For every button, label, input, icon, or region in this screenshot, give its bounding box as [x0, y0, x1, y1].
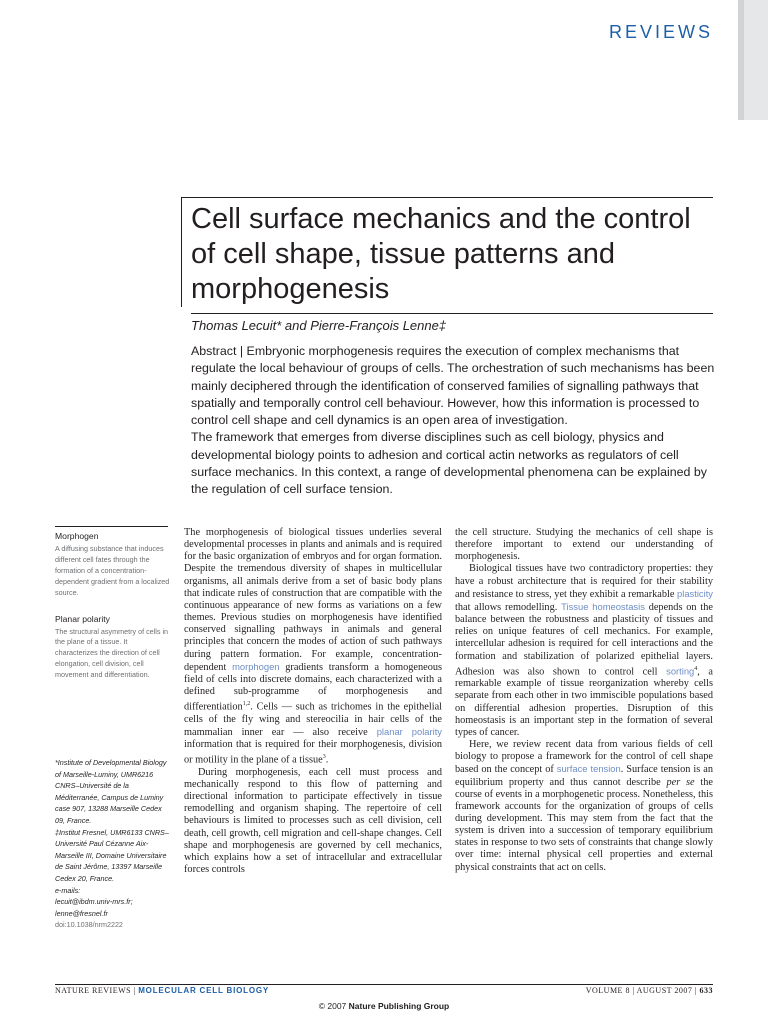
abstract-paragraph: The framework that emerges from diverse disciplines such as cell biology, physics and developmental biology points to adhesion and cortical actin networks as regulators of cell surface mechanics. In this context, a range of developmental phenomena can be explained by the regulation of cell surface tension.: [191, 430, 707, 497]
glossary-link-sorting[interactable]: sorting: [666, 665, 695, 677]
doi: doi:10.1038/nrm2222: [55, 920, 123, 930]
body-text: depends on the balance between the robustness and plasticity of tissues and relies on unique features of cell mechanics. For example, intercellular adhesion is required for cell interactions and the formation and stabilization of polarized epithelial layers. Adhesion was also shown to control cell: [455, 601, 713, 678]
body-text: The morphogenesis of biological tissues underlies several developmental processes in plants and animals and is required for the basic organization of embryos and for organ formation. Despite the tremendous diversity of shapes in multicellular organisms, all animals derive from a set of basic body plans that indicate rules of construction that are compatible with the continuous appearance of new forms as variations on a few themes. Previous studies on morphogenesis have identified conserved signalling pathways in animals and general principles that concern the modes of action of such pathways during pattern formation. For example, concentration-dependent: [184, 527, 442, 673]
affiliation-first: *Institute of Developmental Biology of Marseille-Luminy, UMR6216 CNRS–Université de la Méditerranée, Campus de Luminy case 907, 13288 Marseille Cedex 09, France.: [55, 758, 167, 825]
reference-superscript[interactable]: 1,2: [242, 701, 251, 708]
journal-separator: |: [131, 986, 139, 995]
volume-date: VOLUME 8 | AUGUST 2007 |: [585, 986, 700, 995]
glossary-definition: The structural asymmetry of cells in the plane of a tissue. It characterizes the direction of cell elongation, cell division, cell movement and differentiation.: [55, 626, 169, 680]
glossary-term: Morphogen: [55, 531, 99, 541]
edge-tab: [738, 0, 768, 120]
copyright: [0, 1001, 768, 1011]
glossary-link-planar-polarity[interactable]: planar polarity: [376, 725, 442, 737]
body-column-1: [184, 527, 442, 876]
body-text: Biological tissues have two contradictory properties: they have a robust architecture that is required for their stability and resistance to stress, yet they exhibit a remarkable: [455, 563, 713, 600]
glossary-definition: A diffusing substance that induces different cell fates through the formation of a concentration-dependent gradient from a localized source.: [55, 544, 170, 597]
body-paragraph: [455, 739, 713, 874]
email-link[interactable]: lecuit@ibdm.univ-mrs.fr;: [55, 897, 133, 907]
body-column-2: [455, 527, 713, 874]
article-title: Cell surface mechanics and the control of cell shape, tissue patterns and morphogenesis: [191, 203, 691, 305]
authors-rule: [191, 313, 713, 314]
body-text: .: [325, 754, 329, 766]
glossary-link-plasticity[interactable]: plasticity: [677, 587, 713, 599]
body-text-italic: per se: [666, 776, 695, 788]
article-authors: Thomas Lecuit* and Pierre-François Lenne‡: [191, 318, 447, 333]
body-text: gradients transform a homogeneous field of cells into discrete domains, each characterized with a defined sub-programme of morphogenesis and differentiation: [184, 661, 443, 713]
email-link[interactable]: lenne@fresnel.fr: [55, 908, 108, 918]
glossary-link-tissue-homeostasis[interactable]: Tissue homeostasis: [561, 600, 645, 612]
body-paragraph: [184, 527, 442, 767]
title-top-rule: [181, 197, 713, 198]
emails-label: e-mails:: [55, 885, 81, 895]
edge-tab-stripe: [738, 0, 744, 120]
abstract-paragraph: Abstract | Embryonic morphogenesis requires the execution of complex mechanisms that regulate the local behaviour of groups of cells. The orchestration of such mechanisms has been mainly deciphered through the identification of conserved families of signalling pathways that spatially and temporally control cell behaviour. However, how this information is processed to control cell shape and cell dynamics is an open area of investigation.: [191, 344, 715, 428]
body-paragraph: During morphogenesis, each cell must process and mechanically respond to this flow of patterning and directional information to participate effectively in tissue remodelling and organism shaping. The repertoire of cell behaviours is limited to processes such as cell division, cell death, cell growth, cell migration and cell-shape changes. Cell shape and morphogenesis are governed by cell mechanics, which explains how a set of intracellular and extracellular forces controls: [184, 766, 442, 876]
body-text: , a remarkable example of tissue reorganization whereby cells separate from each other in two immiscible populations based on differential adhesion properties. Disruption of this homeostasis is an important step in the formation of several types of cancer.: [455, 666, 713, 738]
journal-name: NATURE REVIEWS: [55, 986, 132, 995]
footer-rule: [55, 984, 713, 985]
glossary-rule: [55, 526, 168, 527]
glossary: [55, 531, 170, 696]
journal-subtitle: MOLECULAR CELL BIOLOGY: [138, 986, 270, 995]
body-text: . Surface tension is an equilibrium property and thus cannot describe: [455, 764, 713, 788]
glossary-link-surface-tension[interactable]: surface tension: [556, 763, 621, 775]
footer-volume: [586, 986, 713, 995]
body-text: the course of events in a morphogenetic process. Nonetheless, this framework accounts for the organization of groups of cells during development. This may stem from the fact that the system is driven into a succession of temporary equilibrium states in response to two sets of constraints that change slowly over time: internal physical cell properties and external physical constraints that act on cells.: [455, 776, 713, 873]
reference-superscript[interactable]: 4: [694, 665, 698, 672]
affiliations: [55, 757, 170, 931]
body-paragraph: [455, 563, 713, 739]
footer-journal: [55, 986, 269, 995]
affiliation-second: ‡Institut Fresnel, UMR6133 CNRS–Université Paul Cézanne Aix-Marseille III, Domaine Universitaire de Saint Jérôme, 13397 Marseille Cedex 20, France.: [55, 827, 169, 883]
page-number: 633: [699, 986, 713, 995]
abstract: [191, 343, 716, 499]
glossary-term: Planar polarity: [55, 613, 110, 624]
body-text: that allows remodelling.: [455, 601, 562, 613]
body-text: information that is required for their morphogenesis, division or motility in the plane of a tissue: [184, 739, 442, 766]
body-text: Here, we review recent data from various fields of cell biology to propose a framework for the control of cell shape based on the concept of: [455, 739, 713, 776]
glossary-link-morphogen[interactable]: morphogen: [232, 660, 280, 672]
section-label: REVIEWS: [608, 22, 713, 42]
reference-superscript[interactable]: 3: [322, 754, 326, 761]
body-paragraph: the cell structure. Studying the mechanics of cell shape is therefore important to extend our understanding of morphogenesis.: [455, 527, 713, 563]
body-text: . Cells — such as trichomes in the epithelial cells of the fly wing and stereocilia in hair cells of the mammalian inner ear — also receive: [184, 701, 442, 738]
title-side-rule: [181, 197, 182, 307]
publisher-name: Nature Publishing Group: [348, 1001, 450, 1011]
copyright-prefix: © 2007: [318, 1001, 349, 1011]
